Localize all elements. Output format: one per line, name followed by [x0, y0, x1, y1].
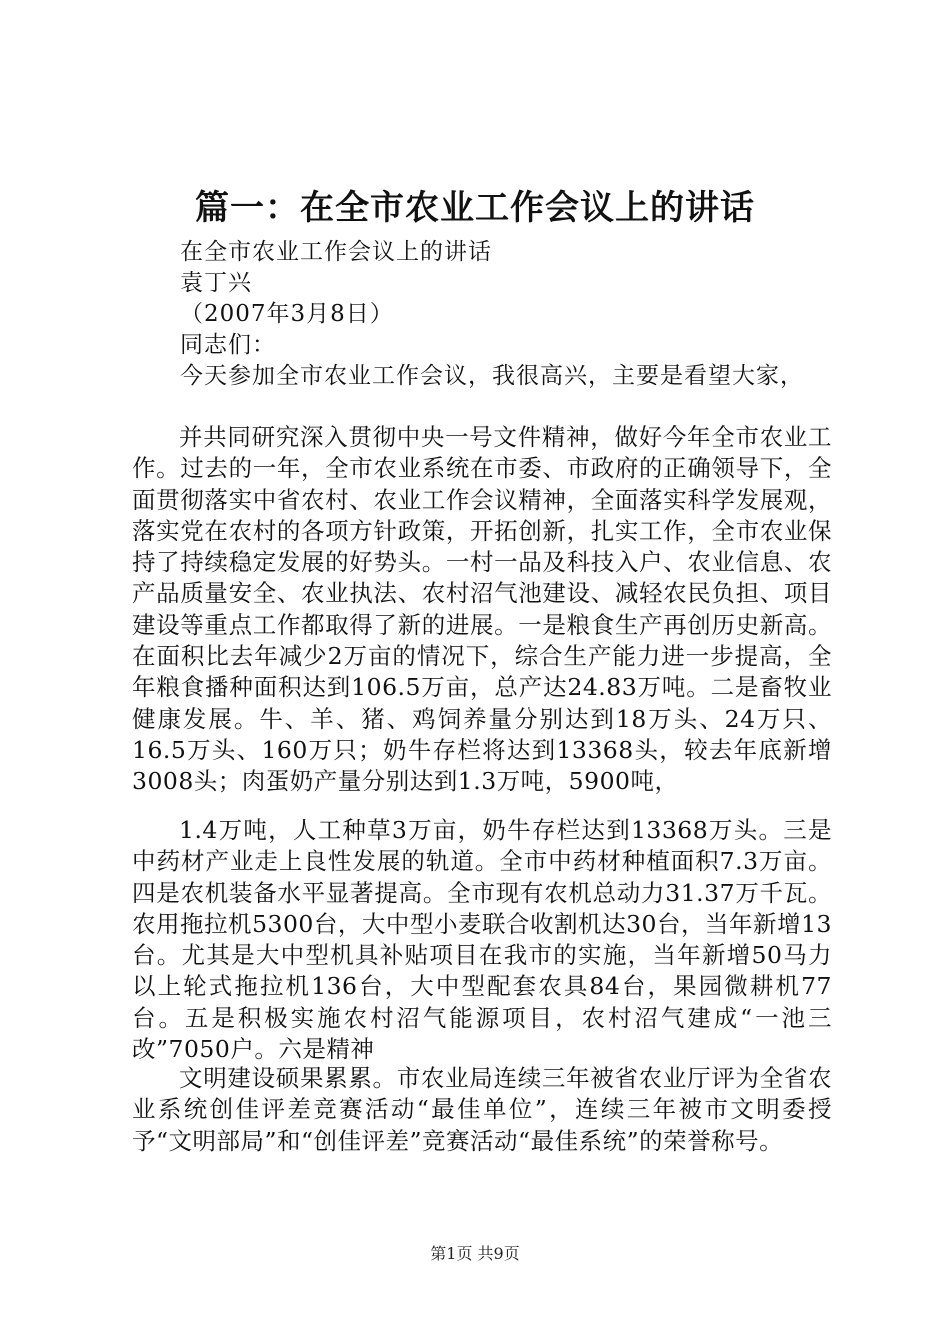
- body-paragraph: 1.4万吨，人工种草3万亩，奶牛存栏达到13368万头。三是中药材产业走上良性发展的轨道。全市中药材种植面积7.3万亩。四是农机装备水平显著提高。全市现有农机总动力31.37万千瓦。农用拖拉机5300台，大中型小麦联合收割机达30台，当年新增13台。尤其是大中型机具补贴项目在我市的实施，当年新增50马力以上轮式拖拉机136台，大中型配套农具84台，果园微耕机77台。五是积极实施农村沼气能源项目，农村沼气建成“一池三改”7050户。六是精神: [132, 816, 832, 1064]
- document-title: 篇一：在全市农业工作会议上的讲话: [195, 188, 755, 228]
- speech-title: 在全市农业工作会议上的讲话: [180, 239, 492, 265]
- author-name: 袁丁兴: [180, 270, 252, 296]
- salutation: 同志们：: [180, 332, 276, 358]
- body-paragraph: 文明建设硕果累累。市农业局连续三年被省农业厅评为全省农业系统创佳评差竞赛活动“最佳单位”，连续三年被市文明委授予“文明部局”和“创佳评差”竞赛活动“最佳系统”的荣誉称号。: [132, 1064, 832, 1155]
- page-number: 第1页 共9页: [430, 1244, 520, 1263]
- body-paragraph: 并共同研究深入贯彻中央一号文件精神，做好今年全市农业工作。过去的一年，全市农业系统在市委、市政府的正确领导下，全面贯彻落实中省农村、农业工作会议精神，全面落实科学发展观，落实党在农村的各项方针政策，开拓创新，扎实工作，全市农业保持了持续稳定发展的好势头。一村一品及科技入户、农业信息、农产品质量安全、农业执法、农村沼气池建设、减轻农民负担、项目建设等重点工作都取得了新的进展。一是粮食生产再创历史新高。在面积比去年减少2万亩的情况下，综合生产能力进一步提高，全年粮食播种面积达到106.5万亩，总产达24.83万吨。二是畜牧业健康发展。牛、羊、猪、鸡饲养量分别达到18万头、24万只、16.5万头、160万只；奶牛存栏将达到13368头，较去年底新增3008头；肉蛋奶产量分别达到1.3万吨，5900吨，: [132, 423, 832, 796]
- opening-line: 今天参加全市农业工作会议，我很高兴，主要是看望大家，: [180, 363, 804, 389]
- speech-date: （2007年3月8日）: [180, 301, 394, 327]
